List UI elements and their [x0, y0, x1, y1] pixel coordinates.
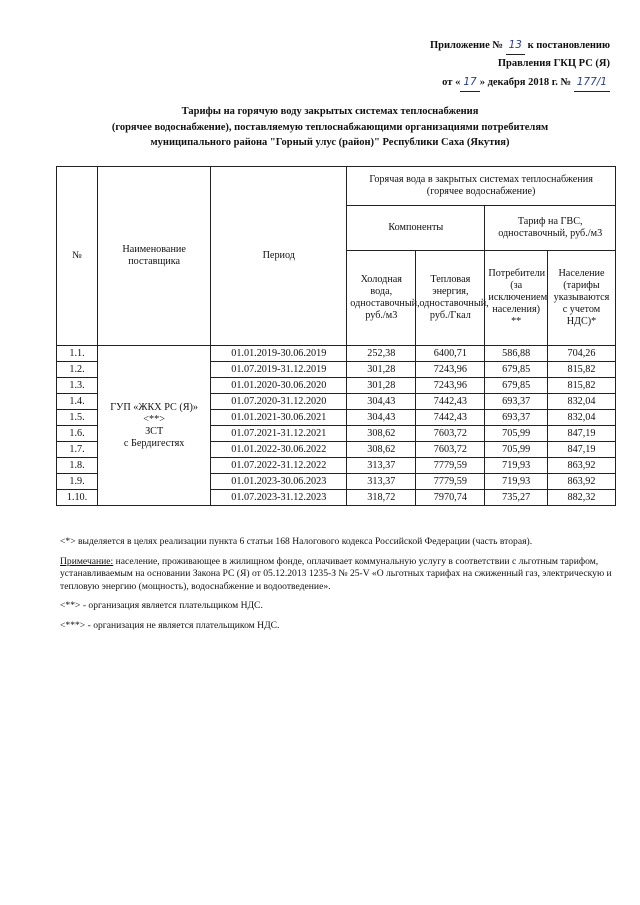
- footnote-star: <*> выделяется в целях реализации пункта 6 статьи 168 Налогового кодекса Российской Федерации (часть вторая).: [60, 536, 533, 547]
- row-heat-energy: 7243,96: [416, 362, 485, 378]
- row-number: 1.9.: [57, 474, 98, 490]
- row-consumers: 693,37: [485, 394, 548, 410]
- row-heat-energy: 7442,43: [416, 394, 485, 410]
- header-consumers: Потребители (за исключением населения) **: [485, 251, 548, 346]
- row-period: 01.01.2019-30.06.2019: [211, 346, 347, 362]
- row-number: 1.7.: [57, 442, 98, 458]
- row-period: 01.01.2023-30.06.2023: [211, 474, 347, 490]
- row-period: 01.07.2021-31.12.2021: [211, 426, 347, 442]
- row-cold-water: 308,62: [347, 426, 416, 442]
- header-hot-water: Горячая вода в закрытых системах теплоснабжения (горячее водоснабжение): [347, 167, 616, 206]
- row-number: 1.2.: [57, 362, 98, 378]
- appendix-line-1: [430, 36, 610, 55]
- row-cold-water: 301,28: [347, 378, 416, 394]
- row-period: 01.01.2021-30.06.2021: [211, 410, 347, 426]
- row-consumers: 586,88: [485, 346, 548, 362]
- row-cold-water: 301,28: [347, 362, 416, 378]
- row-number: 1.1.: [57, 346, 98, 362]
- row-heat-energy: 7970,74: [416, 490, 485, 506]
- row-consumers: 705,99: [485, 442, 548, 458]
- row-population: 815,82: [547, 362, 615, 378]
- date-suffix: » декабря 2018 г. №: [479, 77, 572, 88]
- row-population: 847,19: [547, 426, 615, 442]
- row-period: 01.07.2020-31.12.2020: [211, 394, 347, 410]
- table-row: [57, 346, 616, 362]
- supplier-line-3: ЗСТ: [145, 425, 164, 437]
- row-period: 01.01.2022-30.06.2022: [211, 442, 347, 458]
- header-supplier: Наименование поставщика: [98, 167, 211, 346]
- row-period: 01.07.2022-31.12.2022: [211, 458, 347, 474]
- row-population: 882,32: [547, 490, 615, 506]
- row-consumers: 719,93: [485, 458, 548, 474]
- row-cold-water: 318,72: [347, 490, 416, 506]
- row-heat-energy: 7779,59: [416, 474, 485, 490]
- row-number: 1.6.: [57, 426, 98, 442]
- header-period: Период: [211, 167, 347, 346]
- supplier-line-2: <**>: [143, 413, 165, 425]
- tariff-table: [56, 166, 616, 506]
- row-period: 01.01.2020-30.06.2020: [211, 378, 347, 394]
- row-cold-water: 304,43: [347, 410, 416, 426]
- row-population: 815,82: [547, 378, 615, 394]
- row-population: 863,92: [547, 474, 615, 490]
- footnotes: [60, 536, 616, 639]
- row-cold-water: 304,43: [347, 394, 416, 410]
- row-heat-energy: 6400,71: [416, 346, 485, 362]
- row-consumers: 705,99: [485, 426, 548, 442]
- header-heat-energy: Тепловая энергия, одноставочный, руб./Гкал: [416, 251, 485, 346]
- row-cold-water: 252,38: [347, 346, 416, 362]
- footnote-remark: [60, 556, 616, 594]
- row-consumers: 719,93: [485, 474, 548, 490]
- title-line-2: (горячее водоснабжение), поставляемую теплоснабжающими организациями потребителям: [111, 121, 549, 133]
- row-heat-energy: 7442,43: [416, 410, 485, 426]
- decree-number: 177/1: [574, 73, 610, 92]
- appendix-label: Приложение №: [429, 40, 503, 51]
- appendix-resolution-label: к постановлению: [527, 40, 610, 51]
- title-line-1: Тарифы на горячую воду закрытых системах теплоснабжения: [181, 106, 479, 117]
- supplier-line-1: ГУП «ЖКХ РС (Я)»: [110, 401, 199, 413]
- row-population: 847,19: [547, 442, 615, 458]
- row-number: 1.8.: [57, 458, 98, 474]
- row-consumers: 679,85: [485, 362, 548, 378]
- row-number: 1.4.: [57, 394, 98, 410]
- row-consumers: 679,85: [485, 378, 548, 394]
- row-period: 01.07.2023-31.12.2023: [211, 490, 347, 506]
- row-period: 01.07.2019-31.12.2019: [211, 362, 347, 378]
- row-heat-energy: 7603,72: [416, 426, 485, 442]
- appendix-line-2: Правления ГКЦ РС (Я): [497, 58, 610, 69]
- date-prefix: от «: [442, 77, 461, 88]
- row-population: 832,04: [547, 394, 615, 410]
- row-number: 1.10.: [57, 490, 98, 506]
- title-line-3: муниципального района "Горный улус (район)" Республики Саха (Якутия): [150, 137, 510, 148]
- date-day: 17: [460, 73, 479, 92]
- header-cold-water: Холодная вода, одноставочный, руб./м3: [347, 251, 416, 346]
- row-number: 1.5.: [57, 410, 98, 426]
- row-heat-energy: 7243,96: [416, 378, 485, 394]
- header-components: Компоненты: [347, 206, 485, 251]
- footnote-double-star: <**> - организация является плательщиком НДС.: [60, 600, 263, 611]
- header-gvs-tariff: Тариф на ГВС, одноставочный, руб./м3: [485, 206, 616, 251]
- appendix-line-3: [430, 73, 610, 92]
- row-consumers: 735,27: [485, 490, 548, 506]
- remark-text: население, проживающее в жилищном фонде, оплачивает коммунальную услугу в соответствии с льготным тарифом, устанавливаемым на основании Закона РС (Я) от 05.12.2013 1235-З № 25-V «О льготных тарифах на сжиженный газ, электрическую и тепловую энергию (мощность), водоснабжение и водоотведение».: [60, 555, 612, 592]
- supplier-line-4: с Бердигестях: [123, 437, 185, 449]
- row-cold-water: 313,37: [347, 474, 416, 490]
- header-population: Население (тарифы указываются с учетом НДС)*: [547, 251, 615, 346]
- row-number: 1.3.: [57, 378, 98, 394]
- document-title: [60, 104, 600, 151]
- supplier-name: [98, 346, 211, 506]
- appendix-number: 13: [506, 36, 525, 55]
- row-population: 863,92: [547, 458, 615, 474]
- row-cold-water: 313,37: [347, 458, 416, 474]
- row-population: 832,04: [547, 410, 615, 426]
- footnote-triple-star: <***> - организация не является плательщиком НДС.: [60, 619, 280, 631]
- row-heat-energy: 7779,59: [416, 458, 485, 474]
- row-heat-energy: 7603,72: [416, 442, 485, 458]
- row-cold-water: 308,62: [347, 442, 416, 458]
- header-no: №: [57, 167, 98, 346]
- row-population: 704,26: [547, 346, 615, 362]
- appendix-header: [430, 36, 610, 92]
- remark-label: Примечание:: [60, 555, 114, 567]
- row-consumers: 693,37: [485, 410, 548, 426]
